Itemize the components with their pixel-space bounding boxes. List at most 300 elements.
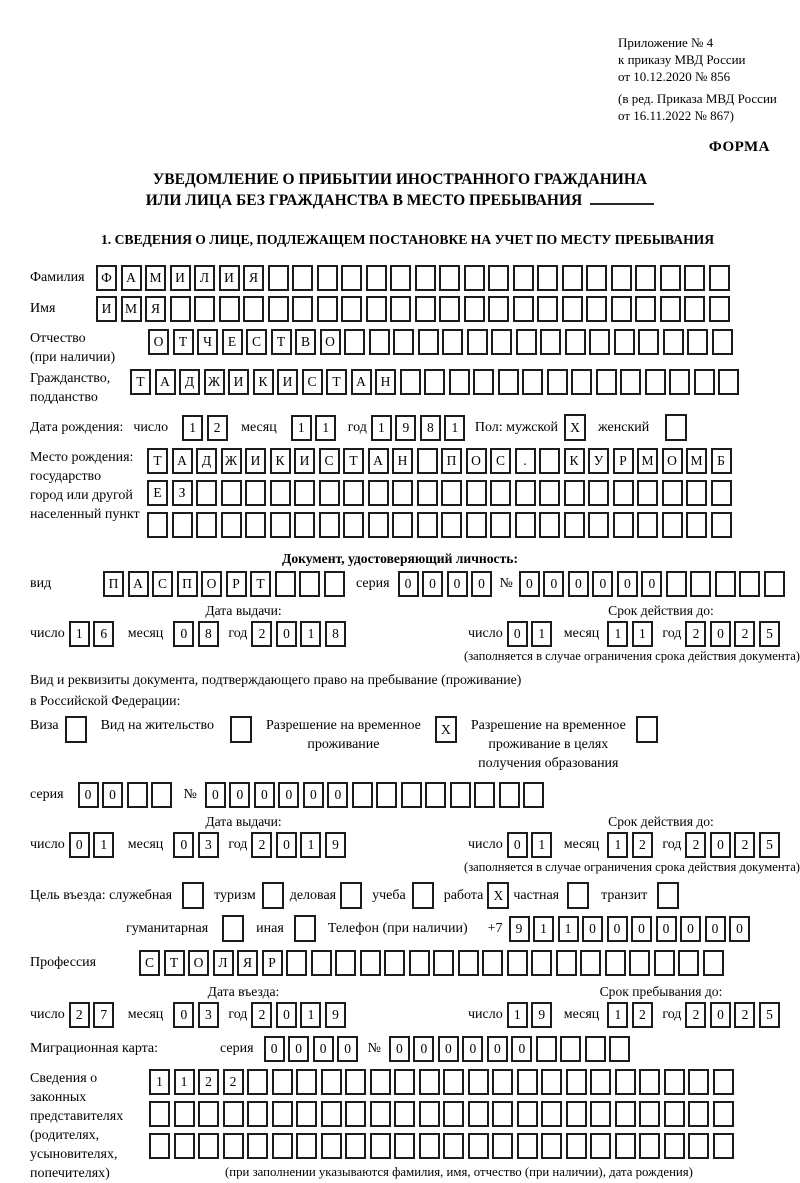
char-cell[interactable] bbox=[352, 782, 373, 808]
char-cell[interactable] bbox=[245, 480, 266, 506]
char-cell[interactable] bbox=[468, 1133, 489, 1159]
char-cell[interactable] bbox=[639, 1069, 660, 1095]
char-cell[interactable] bbox=[718, 369, 739, 395]
char-cell[interactable]: П bbox=[441, 448, 462, 474]
char-cell[interactable]: 0 bbox=[582, 916, 603, 942]
char-cell[interactable]: И bbox=[228, 369, 249, 395]
char-cell[interactable] bbox=[292, 296, 313, 322]
char-cell[interactable]: Р bbox=[262, 950, 283, 976]
char-cell[interactable] bbox=[556, 950, 577, 976]
char-cell[interactable] bbox=[664, 1101, 685, 1127]
char-cell[interactable] bbox=[605, 950, 626, 976]
char-cell[interactable] bbox=[522, 369, 543, 395]
char-cell[interactable] bbox=[713, 1069, 734, 1095]
char-cell[interactable]: 2 bbox=[69, 1002, 90, 1028]
char-cell[interactable]: В bbox=[295, 329, 316, 355]
char-cell[interactable] bbox=[370, 1101, 391, 1127]
char-cell[interactable] bbox=[488, 265, 509, 291]
char-cell[interactable]: 1 bbox=[558, 916, 579, 942]
char-cell[interactable] bbox=[296, 1101, 317, 1127]
char-cell[interactable] bbox=[537, 265, 558, 291]
char-cell[interactable] bbox=[513, 265, 534, 291]
char-cell[interactable] bbox=[482, 950, 503, 976]
char-cell[interactable]: Н bbox=[375, 369, 396, 395]
char-cell[interactable] bbox=[517, 1069, 538, 1095]
char-cell[interactable] bbox=[442, 329, 463, 355]
char-cell[interactable] bbox=[541, 1101, 562, 1127]
char-cell[interactable] bbox=[637, 512, 658, 538]
char-cell[interactable]: Я bbox=[243, 265, 264, 291]
char-cell[interactable]: 0 bbox=[680, 916, 701, 942]
char-cell[interactable] bbox=[713, 1101, 734, 1127]
char-cell[interactable]: Л bbox=[213, 950, 234, 976]
char-cell[interactable] bbox=[541, 1069, 562, 1095]
char-cell[interactable]: Ф bbox=[96, 265, 117, 291]
char-cell[interactable] bbox=[392, 480, 413, 506]
char-cell[interactable]: Д bbox=[196, 448, 217, 474]
char-cell[interactable]: К bbox=[564, 448, 585, 474]
char-cell[interactable] bbox=[341, 265, 362, 291]
char-cell[interactable]: 0 bbox=[705, 916, 726, 942]
char-cell[interactable] bbox=[341, 296, 362, 322]
char-cell[interactable] bbox=[709, 265, 730, 291]
char-cell[interactable] bbox=[321, 1101, 342, 1127]
char-cell[interactable]: 9 bbox=[531, 1002, 552, 1028]
char-cell[interactable] bbox=[424, 369, 445, 395]
char-cell[interactable] bbox=[645, 369, 666, 395]
char-cell[interactable]: 1 bbox=[69, 621, 90, 647]
char-cell[interactable] bbox=[660, 265, 681, 291]
char-cell[interactable]: 5 bbox=[759, 832, 780, 858]
char-cell[interactable] bbox=[439, 296, 460, 322]
char-cell[interactable] bbox=[324, 571, 345, 597]
char-cell[interactable] bbox=[635, 265, 656, 291]
char-cell[interactable] bbox=[321, 1133, 342, 1159]
char-cell[interactable] bbox=[523, 782, 544, 808]
char-cell[interactable] bbox=[637, 480, 658, 506]
char-cell[interactable] bbox=[345, 1069, 366, 1095]
char-cell[interactable] bbox=[662, 512, 683, 538]
char-cell[interactable]: 2 bbox=[685, 832, 706, 858]
char-cell[interactable]: Б bbox=[711, 448, 732, 474]
char-cell[interactable] bbox=[712, 329, 733, 355]
char-cell[interactable] bbox=[272, 1101, 293, 1127]
char-cell[interactable] bbox=[299, 571, 320, 597]
char-cell[interactable] bbox=[221, 512, 242, 538]
char-cell[interactable] bbox=[562, 296, 583, 322]
char-cell[interactable]: С bbox=[139, 950, 160, 976]
char-cell[interactable]: 1 bbox=[632, 621, 653, 647]
char-cell[interactable]: 0 bbox=[78, 782, 99, 808]
char-cell[interactable]: 0 bbox=[276, 832, 297, 858]
char-cell[interactable] bbox=[588, 512, 609, 538]
char-cell[interactable] bbox=[370, 1133, 391, 1159]
char-cell[interactable] bbox=[311, 950, 332, 976]
char-cell[interactable] bbox=[684, 296, 705, 322]
char-cell[interactable] bbox=[611, 265, 632, 291]
char-cell[interactable]: 0 bbox=[710, 832, 731, 858]
char-cell[interactable]: Н bbox=[392, 448, 413, 474]
char-cell[interactable]: 2 bbox=[685, 1002, 706, 1028]
char-cell[interactable] bbox=[419, 1133, 440, 1159]
char-cell[interactable] bbox=[663, 329, 684, 355]
char-cell[interactable] bbox=[369, 329, 390, 355]
char-cell[interactable] bbox=[688, 1101, 709, 1127]
char-cell[interactable]: А bbox=[121, 265, 142, 291]
char-cell[interactable] bbox=[296, 1133, 317, 1159]
char-cell[interactable] bbox=[393, 329, 414, 355]
purpose-humanitarian-checkbox[interactable] bbox=[222, 915, 244, 942]
char-cell[interactable] bbox=[571, 369, 592, 395]
char-cell[interactable] bbox=[294, 512, 315, 538]
char-cell[interactable] bbox=[468, 1069, 489, 1095]
char-cell[interactable] bbox=[392, 512, 413, 538]
char-cell[interactable]: 0 bbox=[607, 916, 628, 942]
char-cell[interactable]: 0 bbox=[447, 571, 468, 597]
char-cell[interactable]: Л bbox=[194, 265, 215, 291]
char-cell[interactable] bbox=[223, 1133, 244, 1159]
char-cell[interactable]: И bbox=[245, 448, 266, 474]
char-cell[interactable]: Р bbox=[613, 448, 634, 474]
char-cell[interactable]: 1 bbox=[149, 1069, 170, 1095]
char-cell[interactable] bbox=[466, 480, 487, 506]
char-cell[interactable] bbox=[703, 950, 724, 976]
char-cell[interactable] bbox=[272, 1069, 293, 1095]
char-cell[interactable]: 0 bbox=[507, 832, 528, 858]
char-cell[interactable] bbox=[345, 1101, 366, 1127]
char-cell[interactable]: 0 bbox=[313, 1036, 334, 1062]
char-cell[interactable]: 1 bbox=[300, 621, 321, 647]
char-cell[interactable]: 1 bbox=[531, 832, 552, 858]
char-cell[interactable] bbox=[418, 329, 439, 355]
char-cell[interactable] bbox=[198, 1133, 219, 1159]
char-cell[interactable] bbox=[694, 369, 715, 395]
char-cell[interactable] bbox=[464, 265, 485, 291]
char-cell[interactable]: Т bbox=[164, 950, 185, 976]
char-cell[interactable] bbox=[296, 1069, 317, 1095]
char-cell[interactable]: М bbox=[145, 265, 166, 291]
char-cell[interactable] bbox=[660, 296, 681, 322]
char-cell[interactable]: 9 bbox=[325, 832, 346, 858]
char-cell[interactable] bbox=[198, 1101, 219, 1127]
char-cell[interactable]: 8 bbox=[198, 621, 219, 647]
char-cell[interactable] bbox=[441, 480, 462, 506]
char-cell[interactable]: О bbox=[320, 329, 341, 355]
char-cell[interactable]: 8 bbox=[420, 415, 441, 441]
char-cell[interactable] bbox=[614, 329, 635, 355]
char-cell[interactable] bbox=[268, 296, 289, 322]
char-cell[interactable]: 7 bbox=[93, 1002, 114, 1028]
char-cell[interactable] bbox=[272, 1133, 293, 1159]
char-cell[interactable]: У bbox=[588, 448, 609, 474]
purpose-business-checkbox[interactable] bbox=[340, 882, 362, 909]
char-cell[interactable] bbox=[613, 512, 634, 538]
char-cell[interactable] bbox=[149, 1101, 170, 1127]
char-cell[interactable] bbox=[425, 782, 446, 808]
char-cell[interactable] bbox=[639, 1101, 660, 1127]
char-cell[interactable] bbox=[539, 512, 560, 538]
char-cell[interactable]: 1 bbox=[182, 415, 203, 441]
char-cell[interactable]: 1 bbox=[300, 832, 321, 858]
char-cell[interactable] bbox=[243, 296, 264, 322]
char-cell[interactable]: 1 bbox=[607, 621, 628, 647]
char-cell[interactable] bbox=[507, 950, 528, 976]
char-cell[interactable] bbox=[586, 296, 607, 322]
char-cell[interactable]: 0 bbox=[462, 1036, 483, 1062]
char-cell[interactable] bbox=[390, 296, 411, 322]
char-cell[interactable] bbox=[417, 448, 438, 474]
char-cell[interactable] bbox=[174, 1133, 195, 1159]
char-cell[interactable] bbox=[419, 1069, 440, 1095]
char-cell[interactable] bbox=[245, 512, 266, 538]
char-cell[interactable]: И bbox=[96, 296, 117, 322]
char-cell[interactable]: 0 bbox=[278, 782, 299, 808]
char-cell[interactable]: И bbox=[219, 265, 240, 291]
char-cell[interactable] bbox=[629, 950, 650, 976]
char-cell[interactable] bbox=[513, 296, 534, 322]
char-cell[interactable] bbox=[615, 1069, 636, 1095]
char-cell[interactable]: 3 bbox=[198, 1002, 219, 1028]
char-cell[interactable]: 0 bbox=[303, 782, 324, 808]
char-cell[interactable] bbox=[390, 265, 411, 291]
char-cell[interactable] bbox=[498, 369, 519, 395]
temp-residence-checkbox[interactable]: X bbox=[435, 716, 457, 743]
char-cell[interactable] bbox=[368, 480, 389, 506]
char-cell[interactable]: 9 bbox=[509, 916, 530, 942]
char-cell[interactable]: Ж bbox=[221, 448, 242, 474]
visa-checkbox[interactable] bbox=[65, 716, 87, 743]
char-cell[interactable] bbox=[368, 512, 389, 538]
char-cell[interactable]: Я bbox=[145, 296, 166, 322]
char-cell[interactable] bbox=[292, 265, 313, 291]
char-cell[interactable] bbox=[223, 1101, 244, 1127]
char-cell[interactable] bbox=[275, 571, 296, 597]
char-cell[interactable]: 0 bbox=[617, 571, 638, 597]
purpose-study-checkbox[interactable] bbox=[412, 882, 434, 909]
char-cell[interactable] bbox=[344, 329, 365, 355]
char-cell[interactable] bbox=[127, 782, 148, 808]
char-cell[interactable] bbox=[490, 512, 511, 538]
char-cell[interactable]: 0 bbox=[422, 571, 443, 597]
purpose-tourism-checkbox[interactable] bbox=[262, 882, 284, 909]
char-cell[interactable]: 1 bbox=[507, 1002, 528, 1028]
char-cell[interactable] bbox=[664, 1133, 685, 1159]
char-cell[interactable]: 0 bbox=[205, 782, 226, 808]
char-cell[interactable] bbox=[449, 369, 470, 395]
char-cell[interactable] bbox=[739, 571, 760, 597]
char-cell[interactable]: 0 bbox=[264, 1036, 285, 1062]
char-cell[interactable]: К bbox=[270, 448, 291, 474]
char-cell[interactable]: 5 bbox=[759, 621, 780, 647]
char-cell[interactable]: 0 bbox=[519, 571, 540, 597]
char-cell[interactable] bbox=[394, 1069, 415, 1095]
char-cell[interactable]: Т bbox=[173, 329, 194, 355]
char-cell[interactable] bbox=[196, 480, 217, 506]
char-cell[interactable] bbox=[343, 512, 364, 538]
char-cell[interactable]: Ж bbox=[204, 369, 225, 395]
char-cell[interactable]: 1 bbox=[533, 916, 554, 942]
char-cell[interactable]: Т bbox=[147, 448, 168, 474]
char-cell[interactable] bbox=[443, 1069, 464, 1095]
char-cell[interactable]: 0 bbox=[254, 782, 275, 808]
char-cell[interactable]: 1 bbox=[444, 415, 465, 441]
char-cell[interactable] bbox=[590, 1133, 611, 1159]
char-cell[interactable] bbox=[566, 1069, 587, 1095]
char-cell[interactable] bbox=[490, 480, 511, 506]
char-cell[interactable] bbox=[565, 329, 586, 355]
char-cell[interactable]: 0 bbox=[641, 571, 662, 597]
purpose-private-checkbox[interactable] bbox=[567, 882, 589, 909]
char-cell[interactable]: Т bbox=[343, 448, 364, 474]
char-cell[interactable] bbox=[499, 782, 520, 808]
char-cell[interactable]: И bbox=[170, 265, 191, 291]
char-cell[interactable]: О bbox=[466, 448, 487, 474]
char-cell[interactable] bbox=[366, 265, 387, 291]
char-cell[interactable] bbox=[247, 1133, 268, 1159]
char-cell[interactable] bbox=[537, 296, 558, 322]
char-cell[interactable]: 0 bbox=[389, 1036, 410, 1062]
char-cell[interactable] bbox=[654, 950, 675, 976]
char-cell[interactable] bbox=[764, 571, 785, 597]
char-cell[interactable] bbox=[458, 950, 479, 976]
char-cell[interactable]: З bbox=[172, 480, 193, 506]
char-cell[interactable] bbox=[536, 1036, 557, 1062]
char-cell[interactable]: 0 bbox=[710, 621, 731, 647]
char-cell[interactable] bbox=[669, 369, 690, 395]
char-cell[interactable] bbox=[450, 782, 471, 808]
char-cell[interactable] bbox=[539, 448, 560, 474]
char-cell[interactable]: 0 bbox=[229, 782, 250, 808]
char-cell[interactable] bbox=[666, 571, 687, 597]
char-cell[interactable]: М bbox=[686, 448, 707, 474]
char-cell[interactable] bbox=[515, 512, 536, 538]
char-cell[interactable]: А bbox=[155, 369, 176, 395]
char-cell[interactable]: А bbox=[368, 448, 389, 474]
char-cell[interactable]: К bbox=[253, 369, 274, 395]
char-cell[interactable]: 0 bbox=[568, 571, 589, 597]
char-cell[interactable] bbox=[268, 265, 289, 291]
char-cell[interactable]: А bbox=[351, 369, 372, 395]
char-cell[interactable] bbox=[319, 480, 340, 506]
char-cell[interactable] bbox=[713, 1133, 734, 1159]
char-cell[interactable]: Ч bbox=[197, 329, 218, 355]
char-cell[interactable] bbox=[194, 296, 215, 322]
char-cell[interactable] bbox=[439, 265, 460, 291]
char-cell[interactable] bbox=[488, 296, 509, 322]
char-cell[interactable]: Р bbox=[226, 571, 247, 597]
char-cell[interactable] bbox=[709, 296, 730, 322]
char-cell[interactable] bbox=[394, 1101, 415, 1127]
char-cell[interactable]: 3 bbox=[198, 832, 219, 858]
char-cell[interactable] bbox=[401, 782, 422, 808]
char-cell[interactable] bbox=[517, 1101, 538, 1127]
char-cell[interactable] bbox=[615, 1101, 636, 1127]
char-cell[interactable]: 5 bbox=[759, 1002, 780, 1028]
char-cell[interactable]: 2 bbox=[251, 1002, 272, 1028]
char-cell[interactable] bbox=[400, 369, 421, 395]
char-cell[interactable]: М bbox=[121, 296, 142, 322]
char-cell[interactable]: 2 bbox=[685, 621, 706, 647]
char-cell[interactable]: 2 bbox=[734, 621, 755, 647]
char-cell[interactable] bbox=[564, 512, 585, 538]
char-cell[interactable]: 0 bbox=[710, 1002, 731, 1028]
char-cell[interactable]: С bbox=[319, 448, 340, 474]
char-cell[interactable]: 0 bbox=[487, 1036, 508, 1062]
char-cell[interactable] bbox=[589, 329, 610, 355]
char-cell[interactable] bbox=[294, 480, 315, 506]
char-cell[interactable]: 0 bbox=[511, 1036, 532, 1062]
char-cell[interactable] bbox=[473, 369, 494, 395]
char-cell[interactable]: Я bbox=[237, 950, 258, 976]
char-cell[interactable] bbox=[540, 329, 561, 355]
char-cell[interactable]: 0 bbox=[471, 571, 492, 597]
char-cell[interactable] bbox=[467, 329, 488, 355]
char-cell[interactable]: 0 bbox=[173, 621, 194, 647]
char-cell[interactable]: И bbox=[277, 369, 298, 395]
purpose-transit-checkbox[interactable] bbox=[657, 882, 679, 909]
char-cell[interactable] bbox=[516, 329, 537, 355]
char-cell[interactable] bbox=[491, 329, 512, 355]
char-cell[interactable] bbox=[417, 512, 438, 538]
char-cell[interactable] bbox=[376, 782, 397, 808]
char-cell[interactable] bbox=[711, 512, 732, 538]
char-cell[interactable] bbox=[715, 571, 736, 597]
char-cell[interactable] bbox=[443, 1101, 464, 1127]
char-cell[interactable] bbox=[560, 1036, 581, 1062]
char-cell[interactable]: И bbox=[294, 448, 315, 474]
char-cell[interactable] bbox=[417, 480, 438, 506]
char-cell[interactable] bbox=[590, 1101, 611, 1127]
char-cell[interactable]: С bbox=[246, 329, 267, 355]
char-cell[interactable]: 0 bbox=[438, 1036, 459, 1062]
char-cell[interactable] bbox=[270, 480, 291, 506]
char-cell[interactable] bbox=[474, 782, 495, 808]
temp-residence-edu-checkbox[interactable] bbox=[636, 716, 658, 743]
char-cell[interactable]: 9 bbox=[395, 415, 416, 441]
char-cell[interactable] bbox=[466, 512, 487, 538]
char-cell[interactable]: Т bbox=[250, 571, 271, 597]
char-cell[interactable]: П bbox=[103, 571, 124, 597]
char-cell[interactable] bbox=[687, 329, 708, 355]
char-cell[interactable] bbox=[638, 329, 659, 355]
char-cell[interactable]: О bbox=[148, 329, 169, 355]
char-cell[interactable]: Т bbox=[326, 369, 347, 395]
char-cell[interactable] bbox=[219, 296, 240, 322]
char-cell[interactable] bbox=[170, 296, 191, 322]
char-cell[interactable] bbox=[464, 296, 485, 322]
char-cell[interactable]: 0 bbox=[69, 832, 90, 858]
char-cell[interactable] bbox=[678, 950, 699, 976]
char-cell[interactable] bbox=[688, 1133, 709, 1159]
char-cell[interactable] bbox=[609, 1036, 630, 1062]
char-cell[interactable]: 0 bbox=[413, 1036, 434, 1062]
char-cell[interactable] bbox=[247, 1069, 268, 1095]
char-cell[interactable] bbox=[596, 369, 617, 395]
char-cell[interactable]: 2 bbox=[251, 621, 272, 647]
purpose-work-checkbox[interactable]: X bbox=[487, 882, 509, 909]
char-cell[interactable] bbox=[664, 1069, 685, 1095]
char-cell[interactable] bbox=[662, 480, 683, 506]
char-cell[interactable]: 0 bbox=[276, 1002, 297, 1028]
char-cell[interactable] bbox=[317, 296, 338, 322]
char-cell[interactable]: 1 bbox=[607, 832, 628, 858]
char-cell[interactable] bbox=[394, 1133, 415, 1159]
char-cell[interactable] bbox=[468, 1101, 489, 1127]
char-cell[interactable]: 2 bbox=[198, 1069, 219, 1095]
char-cell[interactable]: 0 bbox=[507, 621, 528, 647]
char-cell[interactable] bbox=[441, 512, 462, 538]
char-cell[interactable] bbox=[684, 265, 705, 291]
